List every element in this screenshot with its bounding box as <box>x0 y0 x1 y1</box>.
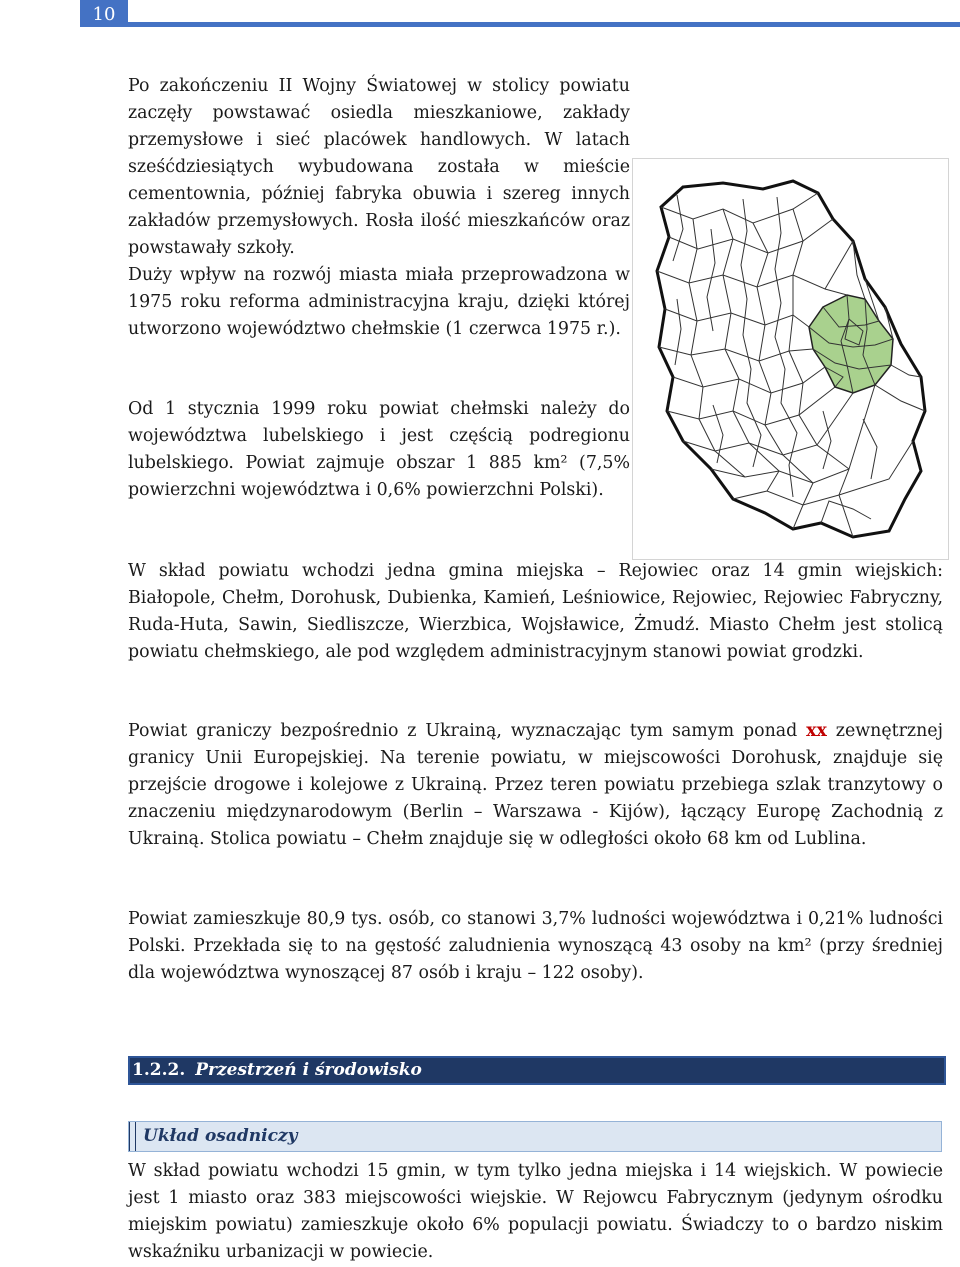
paragraph-population: Powiat zamieszkuje 80,9 tys. osób, co stanowi 3,7% ludności województwa i 0,21% ludności Polski. Przekłada się to na gęstość zaludnienia wynoszącą 43 osoby na km² (przy średniej dla województwa wynoszącej 87 osób i kraju – 122 osoby). <box>128 909 943 983</box>
lubelskie-map-image <box>653 179 928 539</box>
page-number: 10 <box>80 0 128 27</box>
paragraph-history: Po zakończeniu II Wojny Światowej w stolicy powiatu zaczęły powstawać osiedla mieszkaniowe, zakłady przemysłowe i sieć placówek handlowych. W latach sześćdziesiątych wybudowana została w mieście cementownia, później fabryka obuwia i szereg innych zakładów przemysłowych. Rosła ilość mieszkańców oraz powstawały szkoły. <box>128 76 630 258</box>
header-rule <box>128 22 960 27</box>
paragraph-settlement: W skład powiatu wchodzi 15 gmin, w tym tylko jedna miejska i 14 wiejskich. W powiecie jest 1 miasto oraz 383 miejscowości wiejskie. W Rejowcu Fabrycznym (jedynym ośrodku miejskim powiatu) zamieszkuje około 6% populacji powiatu. Świadczy to o bardzo niskim wskaźniku urbanizacji w powiecie. <box>128 1161 943 1262</box>
paragraph-reform: Duży wpływ na rozwój miasta miała przeprowadzona w 1975 roku reforma administracyjna kraju, dzięki której utworzono województwo chełmskie (1 czerwca 1975 r.). <box>128 265 630 339</box>
subsection-marker <box>129 1122 136 1151</box>
paragraph-border: Powiat graniczy bezpośrednio z Ukrainą, wyznaczając tym samym ponad xx zewnętrznej granicy Unii Europejskiej. Na terenie powiatu, w miejscowości Dorohusk, znajduje się przejście drogowe i kolejowe z Ukrainą. Przez teren powiatu przebiega szlak tranzytowy o znaczeniu międzynarodowym (Berlin – Warszawa - Kijów), łączący Europę Zachodnią z Ukrainą. Stolica powiatu – Chełm znajduje się w odległości około 68 km od Lublina. <box>128 721 943 849</box>
subsection-title: Układ osadniczy <box>143 1126 298 1146</box>
paragraph-gminas: W skład powiatu wchodzi jedna gmina miejska – Rejowiec oraz 14 gmin wiejskich: Białopole, Chełm, Dorohusk, Dubienka, Kamień, Leśniowice, Rejowiec, Rejowiec Fabryczny, Ruda-Huta, Sawin, Siedliszcze, Wierzbica, Wojsławice, Żmudź. Miasto Chełm jest stolicą powiatu chełmskiego, ale pod względem administracyjnym stanowi powiat grodzki. <box>128 561 943 662</box>
paragraph-voivodeship: Od 1 stycznia 1999 roku powiat chełmski należy do województwa lubelskiego i jest częścią podregionu lubelskiego. Powiat zajmuje obszar 1 885 km² (7,5% powierzchni województwa i 0,6% powierzchni Polski). <box>128 399 630 500</box>
section-title: Przestrzeń i środowisko <box>195 1060 422 1080</box>
section-number: 1.2.2. <box>132 1060 186 1080</box>
subsection-heading <box>128 1121 942 1152</box>
voivodeship-map <box>632 158 949 560</box>
highlight-placeholder: xx <box>806 721 827 741</box>
section-heading <box>128 1056 946 1085</box>
